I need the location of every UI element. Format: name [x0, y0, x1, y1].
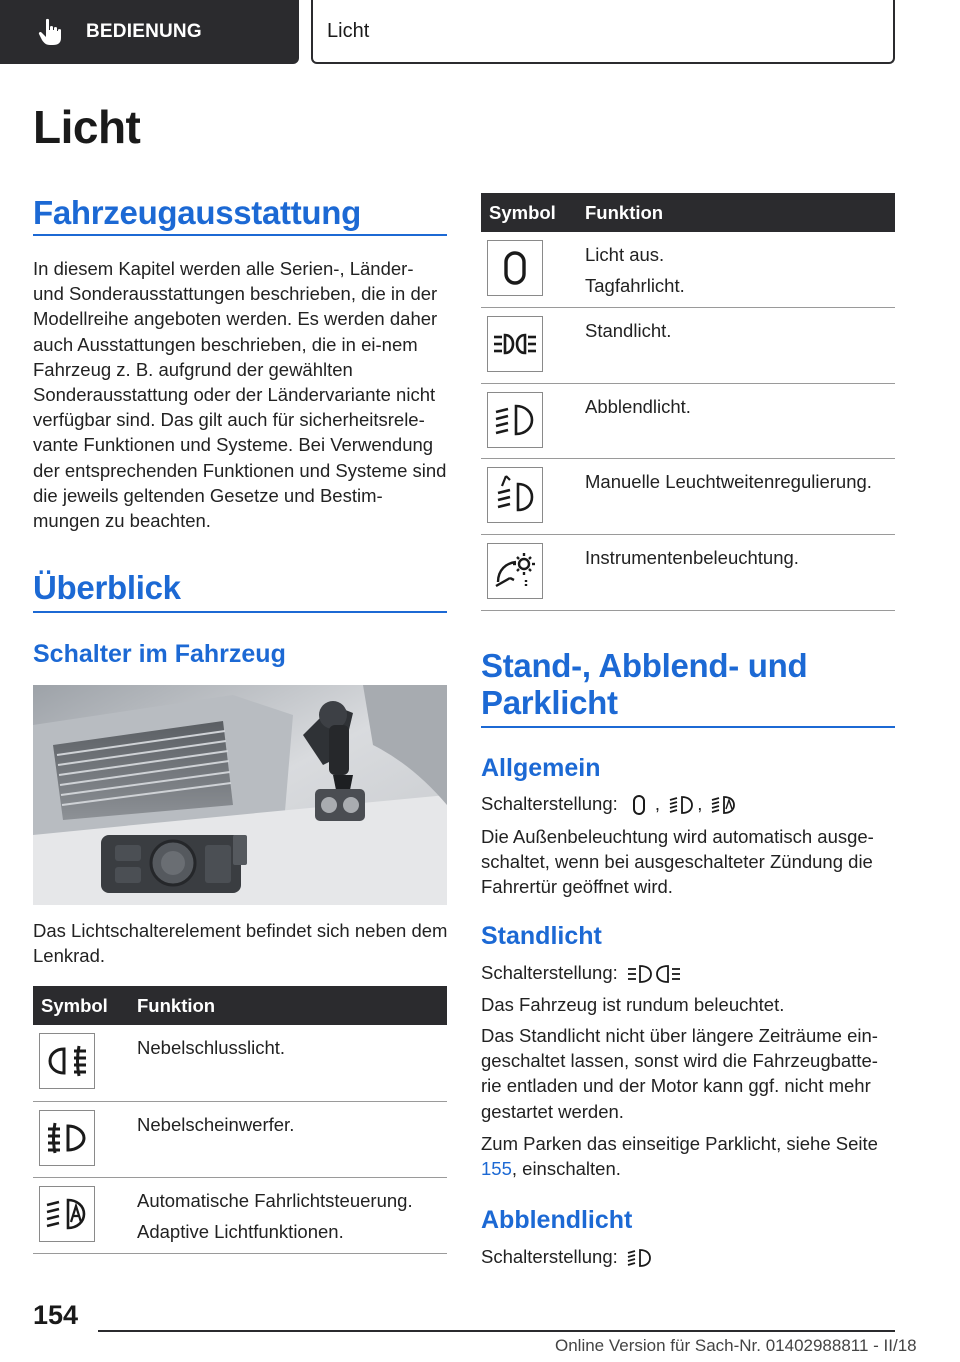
parking-light-icon: [626, 963, 682, 985]
table-row: [481, 232, 895, 307]
allgemein-paragraph: Die Außenbeleuchtung wird automatisch ausge-schaltet, wenn bei ausgeschalteter Zündung die Fahrertür geöffnet wird.: [481, 826, 874, 898]
low-beam-icon: [668, 794, 694, 816]
col-symbol-header: Symbol: [481, 193, 577, 232]
zero-position-icon: [492, 245, 538, 291]
standlicht-switch-position: [481, 960, 895, 985]
switch-position-label: Schalterstellung:: [481, 1246, 618, 1267]
intro-paragraph: In diesem Kapitel werden alle Serien-, Länder- und Sonderausstattungen beschrieben, die in der Modellreihe angeboten werden. Es werden daher auch Ausstattungen beschrieben, die in ei-nem Fahrzeug z. B. aufgrund der gewählten Sonderausstattung oder der Ländervariante nicht verfügbar sind. Das gilt auch für sicherheitsrele-vante Funktionen und Systeme. Bei Verwendung der entsprechenden Funktionen und Systeme sind die jeweils geltenden Gesetze und Bestim-mungen zu beachten.: [33, 258, 447, 532]
page-title: Licht: [33, 101, 141, 153]
chapter-tab: [311, 0, 895, 64]
col-funktion-header: Funktion: [129, 986, 447, 1025]
heading-stand-abblend-parklicht: Stand-, Abblend- und Parklicht: [481, 647, 808, 721]
function-text: Nebelschlusslicht.: [137, 1037, 286, 1058]
auto-headlight-icon: [44, 1191, 90, 1237]
low-beam-icon: [492, 397, 538, 443]
online-version-text: Online Version für Sach-Nr. 01402988811 - II/18: [555, 1336, 917, 1355]
function-text: Instrumentenbeleuchtung.: [585, 546, 799, 568]
symbol-table-left: [33, 986, 447, 1254]
standlicht-text-1: Das Fahrzeug ist rundum beleuchtet.: [481, 994, 785, 1015]
switch-position-label: Schalterstellung:: [481, 962, 618, 983]
heading-ueberblick: Überblick: [33, 569, 181, 606]
page-link-155[interactable]: 155: [481, 1158, 512, 1180]
abblendlicht-switch-position: [481, 1244, 895, 1269]
standlicht-text-3-start: Zum Parken das einseitige Parklicht, siehe Seite: [481, 1133, 878, 1154]
table-row: [33, 1025, 447, 1101]
headlight-range-icon: [492, 472, 538, 518]
allgemein-switch-position: Schalterstellung: , ,: [481, 791, 895, 816]
standlicht-text-3-end: , einschalten.: [511, 1158, 621, 1180]
heading-rule: [33, 611, 447, 613]
function-text: Standlicht.: [585, 319, 672, 341]
footer-rule: [98, 1330, 895, 1332]
table-row: [33, 1101, 447, 1177]
col-funktion-header: Funktion: [577, 193, 895, 232]
light-switch-photo: [33, 685, 447, 905]
table-row: [481, 458, 895, 534]
instrument-lighting-icon: [492, 548, 538, 594]
heading-allgemein: Allgemein: [481, 754, 601, 782]
function-text: Nebelscheinwerfer.: [137, 1113, 295, 1135]
page-number: 154: [33, 1300, 79, 1330]
chapter-label: Licht: [327, 19, 370, 42]
fog-front-light-icon: [44, 1115, 90, 1161]
heading-rule: [481, 726, 895, 728]
zero-position-icon: [626, 794, 652, 816]
section-label: BEDIENUNG: [86, 21, 202, 42]
hand-pointer-icon: [38, 18, 64, 46]
function-text: Licht aus.: [585, 244, 665, 265]
standlicht-text-3: [481, 1131, 895, 1181]
auto-headlight-icon: [710, 794, 736, 816]
section-tab: [0, 0, 299, 64]
heading-schalter: Schalter im Fahrzeug: [33, 640, 286, 668]
fog-rear-light-icon: [44, 1038, 90, 1084]
table-row: [481, 534, 895, 610]
switch-position-label: Schalterstellung:: [481, 793, 618, 814]
table-row: [481, 307, 895, 383]
function-text-secondary: Adaptive Lichtfunktionen.: [137, 1220, 344, 1242]
parking-light-icon: [492, 321, 538, 367]
function-text-secondary: Tagfahrlicht.: [585, 275, 685, 296]
standlicht-text-2: Das Standlicht nicht über längere Zeiträume ein-geschaltet lassen, sonst wird die Fahrzeugbatte-rie entladen und der Motor kann ggf. nicht mehr gestartet werden.: [481, 1025, 878, 1122]
heading-rule: [33, 234, 447, 236]
low-beam-icon: [626, 1247, 652, 1269]
heading-abblendlicht: Abblendlicht: [481, 1206, 633, 1234]
col-symbol-header: Symbol: [33, 986, 129, 1025]
symbol-table-right: [481, 193, 895, 611]
photo-caption: Das Lichtschalterelement befindet sich neben dem Lenkrad.: [33, 920, 448, 967]
table-row: [33, 1177, 447, 1253]
function-text: Manuelle Leuchtweitenregulierung.: [585, 470, 872, 492]
function-text: Abblendlicht.: [585, 395, 691, 417]
dashboard-illustration: [33, 685, 447, 905]
heading-fahrzeugausstattung: Fahrzeugausstattung: [33, 194, 361, 231]
function-text: Automatische Fahrlichtsteuerung.: [137, 1189, 413, 1211]
table-row: [481, 383, 895, 458]
heading-standlicht: Standlicht: [481, 922, 602, 950]
